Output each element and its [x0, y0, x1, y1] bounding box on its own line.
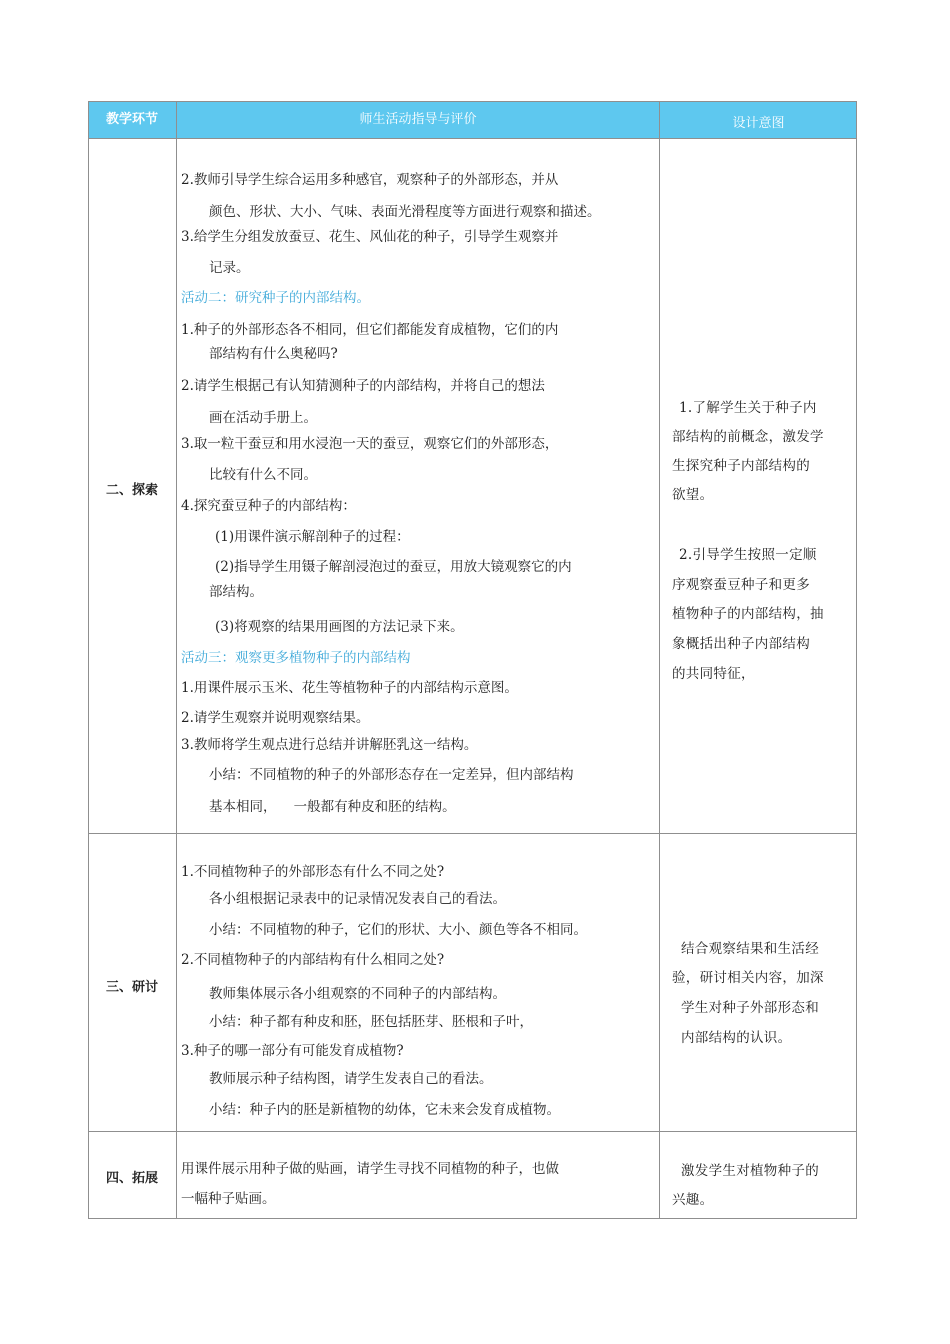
activity-line: 2.请学生根据己有认知猜测种子的内部结构，并将自己的想法 [181, 378, 545, 394]
activity-line: 1.用课件展示玉米、花生等植物种子的内部结构示意图。 [181, 680, 518, 696]
activity-line: 比较有什么不同。 [209, 467, 317, 483]
activity-line: 部结构有什么奥秘吗? [209, 346, 338, 362]
intent-line: 象概括出种子内部结构 [672, 636, 810, 652]
row-divider [88, 138, 857, 139]
activity-heading: 活动二：研究种子的内部结构。 [181, 290, 370, 306]
activity-line: 各小组根据记录表中的记录情况发表自己的看法。 [209, 891, 506, 907]
activity-line: 3.种子的哪一部分有可能发育成植物? [181, 1043, 404, 1059]
summary-line: 小结：种子内的胚是新植物的幼体，它未来会发育成植物。 [209, 1102, 560, 1118]
activity-line: 2.请学生观察并说明观察结果。 [181, 710, 370, 726]
header-stage-label: 教学环节 [105, 112, 158, 127]
header-activity-label: 师生活动指导与评价 [359, 112, 477, 127]
intent-line: 生探究种子内部结构的 [672, 458, 810, 474]
summary-line: 小结：不同植物的种子，它们的形状、大小、颜色等各不相同。 [209, 922, 587, 938]
activity-line: 颜色、形状、大小、气味、表面光滑程度等方面进行观察和描述。 [209, 204, 601, 220]
intent-line: 欲望。 [672, 487, 714, 503]
intent-line: 植物种子的内部结构，抽 [672, 606, 824, 622]
summary-line: 基本相同， 一般都有种皮和胚的结构。 [209, 799, 456, 815]
row-divider [88, 1131, 857, 1132]
activity-line: 3.教师将学生观点进行总结并讲解胚乳这一结构。 [181, 737, 478, 753]
activity-line: 用课件展示用种子做的贴画，请学生寻找不同植物的种子，也做 [181, 1161, 559, 1177]
table-border-top [88, 101, 857, 102]
activity-line: (3)将观察的结果用画图的方法记录下来。 [215, 619, 464, 635]
intent-line: 1.了解学生关于种子内 [679, 400, 817, 416]
activity-line: 3.给学生分组发放蚕豆、花生、风仙花的种子，引导学生观察并 [181, 229, 559, 245]
column-divider [176, 101, 177, 1219]
activity-line: 4.探究蚕豆种子的内部结构： [181, 498, 356, 514]
activity-line: 一幅种子贴画。 [181, 1191, 276, 1207]
column-divider [659, 101, 660, 1219]
activity-line: 1.种子的外部形态各不相同，但它们都能发育成植物，它们的内 [181, 322, 559, 338]
activity-line: 1.不同植物种子的外部形态有什么不同之处? [181, 864, 445, 880]
intent-line: 内部结构的认识。 [681, 1030, 792, 1046]
stage-extend: 四、拓展 [105, 1171, 158, 1186]
intent-line: 的共同特征， [672, 666, 755, 682]
summary-line: 小结：不同植物的种子的外部形态存在一定差异，但内部结构 [209, 767, 574, 783]
row-divider [88, 833, 857, 834]
intent-line: 验，研讨相关内容，加深 [672, 970, 824, 986]
intent-line: 结合观察结果和生活经 [681, 941, 819, 957]
intent-line: 学生对种子外部形态和 [681, 1000, 819, 1016]
header-intent-label: 设计意图 [732, 116, 785, 131]
activity-line: 记录。 [209, 260, 250, 276]
activity-line: (2)指导学生用镊子解剖浸泡过的蚕豆，用放大镜观察它的内 [215, 559, 572, 575]
intent-line: 2.引导学生按照一定顺 [679, 547, 817, 563]
intent-line: 序观察蚕豆种子和更多 [672, 577, 810, 593]
activity-line: (1)用课件演示解剖种子的过程： [215, 529, 410, 545]
activity-line: 教师集体展示各小组观察的不同种子的内部结构。 [209, 986, 506, 1002]
activity-heading: 活动三：观察更多植物种子的内部结构 [181, 650, 411, 666]
activity-line: 部结构。 [209, 584, 263, 600]
stage-discuss: 三、研讨 [105, 980, 158, 995]
intent-line: 激发学生对植物种子的 [681, 1163, 819, 1179]
table-border-right [856, 101, 857, 1219]
activity-line: 教师展示种子结构图，请学生发表自己的看法。 [209, 1071, 493, 1087]
intent-line: 兴趣。 [672, 1192, 714, 1208]
stage-explore: 二、探索 [105, 483, 158, 498]
summary-line: 小结：种子都有种皮和胚，胚包括胚芽、胚根和子叶， [209, 1014, 533, 1030]
table-border-left [88, 101, 89, 1219]
table-border-bottom [88, 1218, 857, 1219]
activity-line: 2.不同植物种子的内部结构有什么相同之处? [181, 952, 445, 968]
activity-line: 画在活动手册上。 [209, 410, 317, 426]
activity-line: 2.教师引导学生综合运用多种感官，观察种子的外部形态，并从 [181, 172, 559, 188]
activity-line: 3.取一粒干蚕豆和用水浸泡一天的蚕豆，观察它们的外部形态， [181, 436, 559, 452]
intent-line: 部结构的前概念，激发学 [672, 429, 824, 445]
